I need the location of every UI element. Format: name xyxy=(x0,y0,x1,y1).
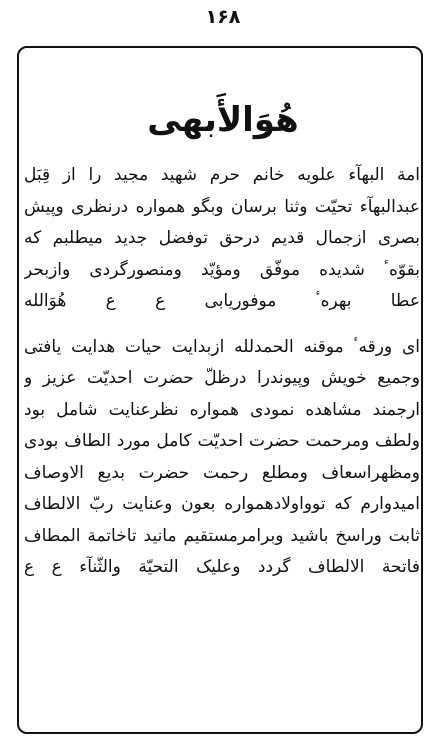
text-line: فاتحة الالطاف گردد وعلیک التحیّة والثّنآء ع ع xyxy=(24,557,420,577)
text-line: بقوّهٴ شدیده موفّق ومؤیّد ومنصورگردی وازبحر xyxy=(24,259,420,280)
text-line: ثابت وراسخ باشید وبرامرمستقیم مانید تاخاتمة المطاف xyxy=(24,525,420,546)
text-line: بصری ازجمال قدیم درحق توفضل جدید میطلبم که xyxy=(24,228,420,248)
text-line: امیدوارم که توواولادهمواره بعون وعنایت ربّ الالطاف xyxy=(24,494,420,514)
tablet-body xyxy=(24,160,420,584)
paragraph-1 xyxy=(24,160,420,318)
text-line: ومظهراسعاف ومطلع رحمت حضرت بدیع الاوصاف xyxy=(24,462,420,483)
text-line: ارجمند مشاهده نمودی همواره نظرعنایت شامل بود xyxy=(24,399,420,420)
text-line: عبدالبهآء تحیّت وثنا برسان وبگو همواره درنظری وپیش xyxy=(24,196,420,217)
text-line: امة البهآء علویه خانم حرم شهید مجید را از قِبَل xyxy=(24,165,420,185)
tablet-heading: هُوَالأَبهی xyxy=(147,100,299,140)
text-line: وجمیع خویش وپیوندرا درظلّ حضرت احدیّت عزیز و xyxy=(24,368,420,388)
page-number: ۱۶۸ xyxy=(205,6,241,28)
text-line: عطا بهرهٴ موفوریابی ع ع هُوَالله xyxy=(24,291,420,311)
text-line: ای ورقهٴ موقنه الحمدلله ازبدایت حیات هدایت یافتی xyxy=(24,336,420,357)
paragraph-2 xyxy=(24,332,420,584)
text-line: ولطف ومرحمت حضرت احدیّت کامل مورد الطاف بودی xyxy=(24,431,420,451)
paragraph-gap xyxy=(24,318,420,332)
